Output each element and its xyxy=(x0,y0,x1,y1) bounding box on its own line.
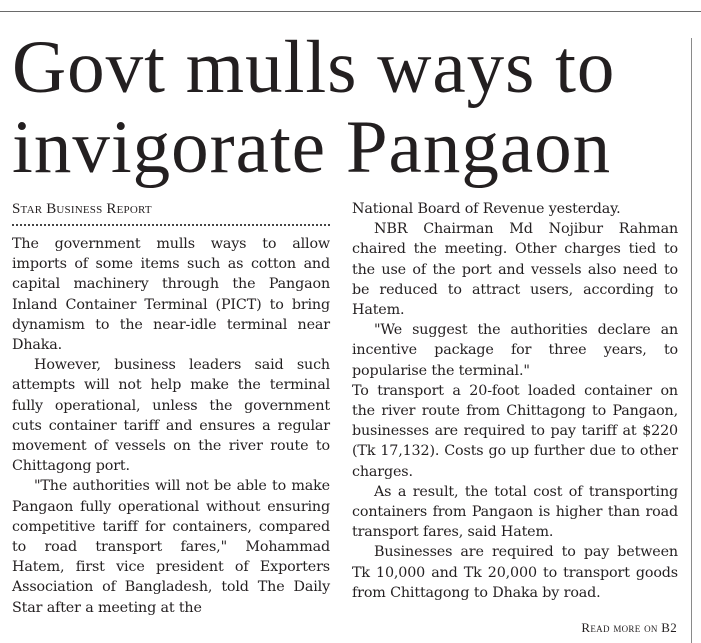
article-column-right xyxy=(352,199,678,603)
read-more-link[interactable]: Read more on B2 xyxy=(581,620,677,635)
paragraph: NBR Chairman Md Nojibur Rahman chaired the meeting. Other charges tied to the use of the port and vessels also need to be reduced to attract users, according to Hatem. xyxy=(352,221,678,319)
byline: Star Business Report xyxy=(12,201,152,217)
paragraph: Businesses are required to pay between Tk 10,000 and Tk 20,000 to transport goods from Chittagong to Dhaka by road. xyxy=(352,544,678,601)
paragraph: National Board of Revenue yesterday. xyxy=(352,201,621,217)
paragraph: "The authorities will not be able to make Pangaon fully operational without ensuring competitive tariff for containers, compared to road transport fares," Mohammad Hatem, first vice president of Exporters Association of Bangladesh, told The Daily Star after a meeting at the xyxy=(12,478,330,616)
paragraph: "We suggest the authorities declare an incentive package for three years, to popularise the terminal." xyxy=(352,322,678,379)
headline: Govt mulls ways to invigorate Pangaon xyxy=(12,26,616,189)
article-column-left xyxy=(12,199,330,618)
paragraph: However, business leaders said such attempts will not help make the terminal fully operational, unless the government cuts container tariff and ensures a regular movement of vessels on the river route to Chittagong port. xyxy=(12,357,330,475)
paragraph: To transport a 20-foot loaded container on the river route from Chittagong to Pangaon, businesses are required to pay tariff at $220 (Tk 17,132). Costs go up further due to other charges. xyxy=(352,382,678,480)
top-rule xyxy=(0,11,701,12)
dotted-divider xyxy=(12,224,330,226)
paragraph: As a result, the total cost of transporting containers from Pangaon is higher than road transport fares, said Hatem. xyxy=(352,483,678,541)
paragraph: The government mulls ways to allow imports of some items such as cotton and capital machinery through the Pangaon Inland Container Terminal (PICT) to bring dynamism to the near-idle terminal near Dhaka. xyxy=(12,236,330,354)
